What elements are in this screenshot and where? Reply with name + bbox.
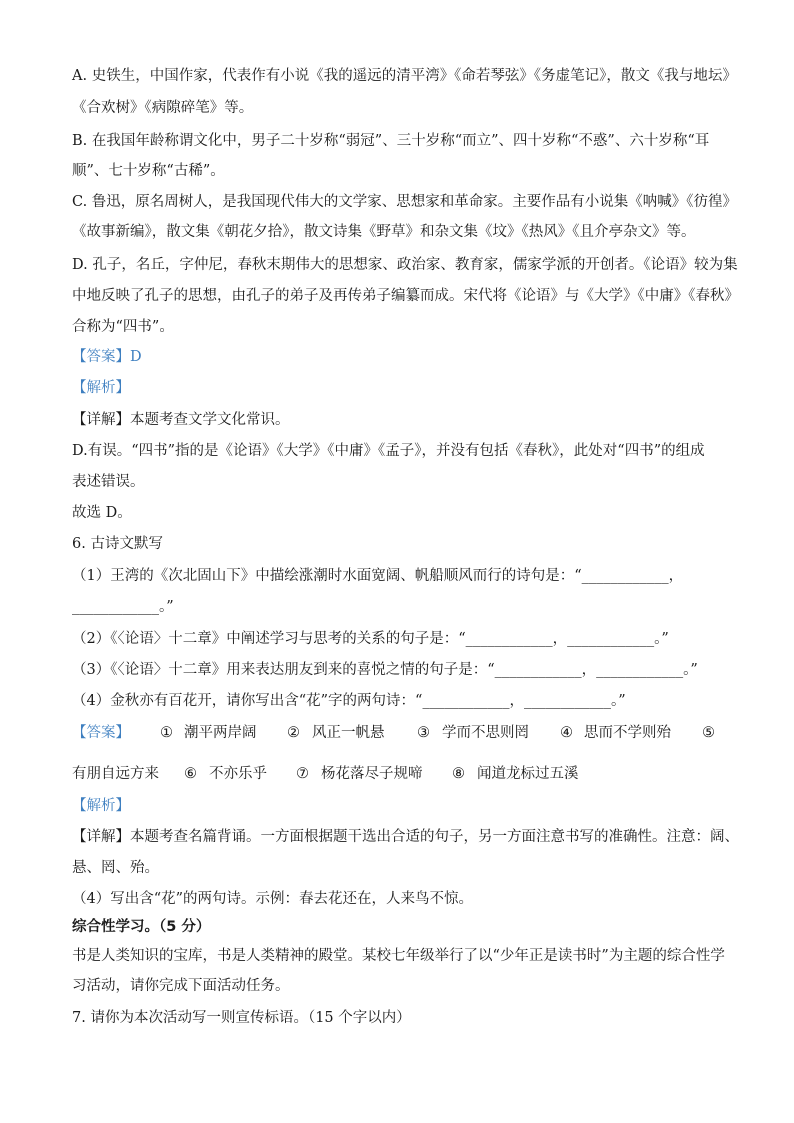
- question-6-4: （4）金秋亦有百花开，请你写出含“花”字的两句诗：“____________，____________。”: [72, 693, 626, 709]
- analysis-label-q5: 【解析】: [72, 380, 130, 396]
- option-a-line-2: 《合欢树》《病隙碎笔》等。: [72, 100, 254, 116]
- answer-q6-item-3: 学而不思则罔: [442, 725, 529, 741]
- section-heading: 综合性学习。（5 分）: [72, 919, 211, 935]
- answer-q6-num-3: ③: [417, 725, 430, 741]
- option-a-line-1: A. 史铁生，中国作家，代表作有小说《我的遥远的清平湾》《命若琴弦》《务虚笔记》，散文《我与地坛》: [72, 68, 737, 84]
- analysis-label-q6: 【解析】: [72, 798, 130, 814]
- detail-q6-line-3: （4）写出含“花”的两句诗。示例：春去花还在，人来鸟不惊。: [72, 891, 474, 907]
- option-c-line-2: 《故事新编》，散文集《朝花夕拾》，散文诗集《野草》和杂文集《坟》《热风》《且介亭杂文》等。: [72, 224, 696, 240]
- answer-q6-row-2: [72, 764, 732, 784]
- option-b-line-1: B. 在我国年龄称谓文化中，男子二十岁称“弱冠”、三十岁称“而立”、四十岁称“不惑”、六十岁称“耳: [72, 133, 710, 149]
- question-6-1-line-1: （1）王湾的《次北固山下》中描绘涨潮时水面宽阔、帆船顺风而行的诗句是：“____________，: [72, 568, 684, 584]
- question-6-2: （2）《〈论语〉十二章》中阐述学习与思考的关系的句子是：“____________，____________。”: [72, 631, 669, 647]
- detail-q5-line-2: D.有误。“四书”指的是《论语》《大学》《中庸》《孟子》，并没有包括《春秋》，此处对“四书”的组成: [72, 443, 705, 459]
- detail-q5-line-3: 表述错误。: [72, 474, 145, 490]
- detail-q5: 【详解】本题考查文学文化常识。: [72, 412, 290, 428]
- option-d-line-1: D. 孔子，名丘，字仲尼，春秋末期伟大的思想家、政治家、教育家，儒家学派的开创者。《论语》较为集: [72, 257, 738, 273]
- option-c-line-1: C. 鲁迅，原名周树人，是我国现代伟大的文学家、思想家和革命家。主要作品有小说集《呐喊》《彷徨》: [72, 194, 738, 210]
- option-d-line-3: 合称为“四书”。: [72, 319, 174, 335]
- answer-q6-item-7: 杨花落尽子规啼: [321, 766, 423, 782]
- question-6-title: 6. 古诗文默写: [72, 536, 163, 552]
- detail-q6-line-1: 【详解】本题考查名篇背诵。一方面根据题干选出合适的句子，另一方面注意书写的准确性。注意：阔、: [72, 829, 739, 845]
- answer-q6-num-1: ①: [160, 725, 173, 741]
- answer-q6-num-6: ⑥: [184, 766, 197, 782]
- section-intro-line-1: 书是人类知识的宝库，书是人类精神的殿堂。某校七年级举行了以“少年正是读书时”为主题的综合性学: [72, 948, 725, 964]
- answer-q6-num-8: ⑧: [452, 766, 465, 782]
- question-6-1-line-2: ____________。”: [72, 599, 174, 615]
- detail-q6-line-2: 悬、罔、殆。: [72, 860, 159, 876]
- answer-q6-label: 【答案】: [72, 725, 130, 741]
- answer-q6-num-4: ④: [560, 725, 573, 741]
- answer-q6-num-2: ②: [287, 725, 300, 741]
- answer-q6-num-5: ⑤: [702, 725, 715, 741]
- question-6-3: （3）《〈论语〉十二章》用来表达朋友到来的喜悦之情的句子是：“____________，____________。”: [72, 662, 698, 678]
- answer-q6-num-7: ⑦: [296, 766, 309, 782]
- option-b-line-2: 顺”、七十岁称“古稀”。: [72, 163, 225, 179]
- conclusion-q5: 故选 D。: [72, 505, 132, 521]
- answer-q6-item-5: 有朋自远方来: [72, 766, 159, 782]
- section-intro-line-2: 习活动，请你完成下面活动任务。: [72, 978, 290, 994]
- question-7: 7. 请你为本次活动写一则宣传标语。（15 个字以内）: [72, 1010, 411, 1026]
- option-d-line-2: 中地反映了孔子的思想，由孔子的弟子及再传弟子编纂而成。宋代将《论语》与《大学》《中庸》《春秋》: [72, 288, 739, 304]
- answer-q6-row-1: [72, 723, 732, 743]
- answer-q6-item-4: 思而不学则殆: [584, 725, 671, 741]
- answer-q6-item-2: 风正一帆悬: [312, 725, 385, 741]
- answer-q6-item-8: 闻道龙标过五溪: [477, 766, 579, 782]
- answer-q6-item-6: 不亦乐乎: [209, 766, 267, 782]
- answer-q6-item-1: 潮平两岸阔: [184, 725, 257, 741]
- answer-q5: 【答案】D: [72, 349, 142, 365]
